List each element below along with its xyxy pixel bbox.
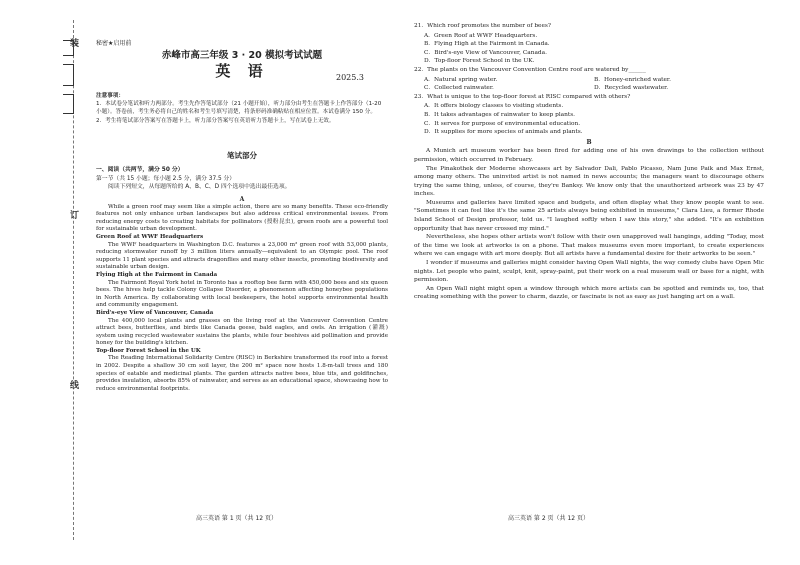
passage-paragraph: A Munich art museum worker has been fired for adding one of his own drawings to the collection without permission, which occurred in February. bbox=[414, 148, 764, 163]
margin-box bbox=[63, 64, 74, 86]
passage-heading: Green Roof at WWF Headquarters bbox=[96, 233, 204, 240]
section-title: 一、阅读（共两节，满分 50 分） bbox=[96, 167, 184, 173]
part-title: 笔试部分 bbox=[227, 151, 257, 160]
notes-item: 1．本试卷分笔试和听力两部分。考生先作答笔试部分（21 小题开始），听力部分由考生在答题卡上作答部分（1-20 小题）。答卷前，考生务必将自己的姓名和考生号填写清楚，将条形码准确粘贴在相应位置。本试卷满分 150 分。 bbox=[96, 101, 382, 116]
question-option: D．It supplies for more species of animals and plants. bbox=[424, 129, 583, 136]
question-23 bbox=[414, 93, 764, 137]
question-stem: 23．What is unique to the top-floor forest at RISC compared with others? bbox=[414, 93, 631, 100]
passage-heading: Bird's-eye View of Vancouver, Canada bbox=[96, 309, 214, 316]
question-stem: 21．Which roof promotes the number of bees? bbox=[414, 23, 552, 29]
passage-paragraph: The Pinakothek der Moderne showcases art by Salvador Dali, Pablo Picasso, Nam June Paik and Max Ernst, among many others. The uninvited artist is not named in news accounts; the managers want to discourage others trying the same thing, unless, of course, they're Banksy. We know only that the unauthorized artwork was 23 by 47 inches. bbox=[414, 165, 764, 198]
passage-letter: A bbox=[239, 196, 245, 203]
footer-right: 高三英语 第 2 页（共 12 页） bbox=[508, 515, 589, 522]
margin-char-ding: 订 bbox=[70, 211, 80, 221]
question-option: C．Bird's-eye View of Vancouver, Canada. bbox=[424, 49, 547, 56]
question-option: D．Top-floor Forest School in the UK. bbox=[424, 58, 535, 65]
passage-heading: Flying High at the Fairmont in Canada bbox=[96, 271, 218, 278]
margin-char-zhuang: 装 bbox=[70, 39, 80, 49]
question-21 bbox=[414, 22, 764, 66]
exam-title: 赤峰市高三年级 3 · 20 模拟考试试题 bbox=[161, 50, 323, 61]
notes-heading: 注意事项： bbox=[96, 93, 124, 99]
passage-paragraph: The Fairmont Royal York hotel in Toronto has a rooftop bee farm with 450,000 bees and six queen bees. The hives help tackle Colony Collapse Disorder, a phenomenon affecting honeybee populations in North America. By collaborating with local beekeepers, the hotel supports environmental health and community engagement. bbox=[96, 279, 388, 309]
margin-box bbox=[63, 94, 74, 114]
option-row bbox=[424, 84, 764, 93]
subject-title: 英 语 bbox=[215, 62, 269, 80]
passage-paragraph: An Open Wall night might open a window through which more artists can be spotted and reminds us, too, that creating something with the power to charm, dazzle, or fascinate is not as easy as just hanging art on a wall. bbox=[414, 285, 764, 301]
passage-heading: Top-floor Forest School in the UK bbox=[96, 347, 201, 354]
passage-paragraph: The 400,000 local plants and grasses on the living roof at the Vancouver Convention Centre attract bees, butterflies, and birds like Canada geese, bald eagles, and owls. An irrigation (灌溉) system using recycled wastewater sustains the plants, while four beehives aid pollination and provide honey for the building's kitchen. bbox=[96, 317, 388, 347]
passage-b bbox=[414, 139, 764, 302]
page-right bbox=[414, 22, 764, 302]
section-intro bbox=[96, 166, 388, 192]
notes bbox=[96, 92, 388, 125]
exam-date: 2025.3 bbox=[336, 73, 364, 82]
passage-paragraph: The WWF headquarters in Washington D.C. features a 23,000 m² green roof with 53,000 plants, reducing stormwater runoff by 3 million liters annually—equivalent to an Olympic pool. The roof supports 11 plant species and attracts dragonflies and many other insects, promoting biodiversity and sustainable urban design. bbox=[96, 241, 388, 271]
question-option: A．Natural spring water. bbox=[424, 76, 498, 83]
question-22 bbox=[414, 66, 764, 93]
subsection-title: 第一节（共 15 小题；每小题 2.5 分，满分 37.5 分） bbox=[96, 175, 236, 182]
question-option: B．Flying High at the Fairmont in Canada. bbox=[424, 41, 550, 48]
question-option: C．It serves for purpose of environmental education. bbox=[424, 120, 581, 127]
instruction: 阅读下列短文，从每题所给的 A、B、C、D 四个选项中选出最佳选项。 bbox=[108, 184, 291, 191]
option-row bbox=[424, 76, 764, 85]
question-option: A．It offers biology classes to visiting students. bbox=[424, 103, 564, 110]
question-option: D．Recycled wastewater. bbox=[594, 85, 669, 92]
question-stem: 22．The plants on the Vancouver Convention Centre roof are watered by______ bbox=[414, 66, 646, 73]
passage-paragraph: The Reading International Solidarity Centre (RISC) in Berkshire transformed its roof into a forest in 2002. Despite a shallow 30 cm soil layer, the 200 m² space now hosts 1.8-m-tall trees and 180 species of eatable and medicinal plants. The garden attracts native bees, blue tits, and goldfinches, provides insulation, absorbs 85% of rainwater, and serves as an educational space, showcasing how to reduce environmental footprints. bbox=[96, 355, 388, 392]
question-option: B．Honey-enriched water. bbox=[594, 76, 671, 83]
passage-paragraph: I wonder if museums and galleries might consider having Open Wall nights, the way comedy clubs have Open Mic nights. Let people who paint, sculpt, knit, spray-paint, put their work on a real museum wall or base for a night, with permission. bbox=[414, 260, 764, 284]
footer-left: 高三英语 第 1 页（共 12 页） bbox=[196, 515, 277, 522]
passage-paragraph: Museums and galleries have limited space and budgets, and often display what they know people want to see. "Sometimes it can feel like it's the same 25 artists always being exhibited in museums," Clara Lieu, a former Rhode Island School of Design professor, told us. "I laughed softly when I saw this story," she added. "It's an exhibition opportunity that has never crossed my mind." bbox=[414, 199, 764, 232]
question-option: B．It takes advantages of rainwater to keep plants. bbox=[424, 111, 576, 118]
passage-paragraph: While a green roof may seem like a simple action, there are so many benefits. These eco-friendly features not only enhance urban landscapes but also address critical environmental issues. From reducing energy costs to creating habitats for pollinators (授粉昆虫), green roofs are a powerful tool for sustainable urban development. bbox=[96, 203, 388, 233]
margin-char-xian: 线 bbox=[70, 381, 80, 391]
secret-label: 秘密★启用前 bbox=[96, 40, 132, 47]
passage-a bbox=[96, 196, 388, 393]
binding-margin bbox=[0, 0, 95, 565]
question-option: C．Collected rainwater. bbox=[424, 85, 494, 92]
passage-letter: B bbox=[586, 138, 592, 146]
question-option: A．Green Roof at WWF Headquarters. bbox=[424, 32, 538, 39]
notes-item: 2．考生将笔试部分答案写在答题卡上，听力部分答案写在英语听力答题卡上，写在试卷上无效。 bbox=[96, 117, 335, 124]
passage-paragraph: Nevertheless, she hopes other artists won't follow with their own unapproved wall hangings, adding "Today, most of the time we look at artworks is on a phone. That makes museums even more important, to create experiences where we can engage with art more deeply. But all artists have a fundamental desire for their artworks to be seen." bbox=[414, 234, 764, 258]
